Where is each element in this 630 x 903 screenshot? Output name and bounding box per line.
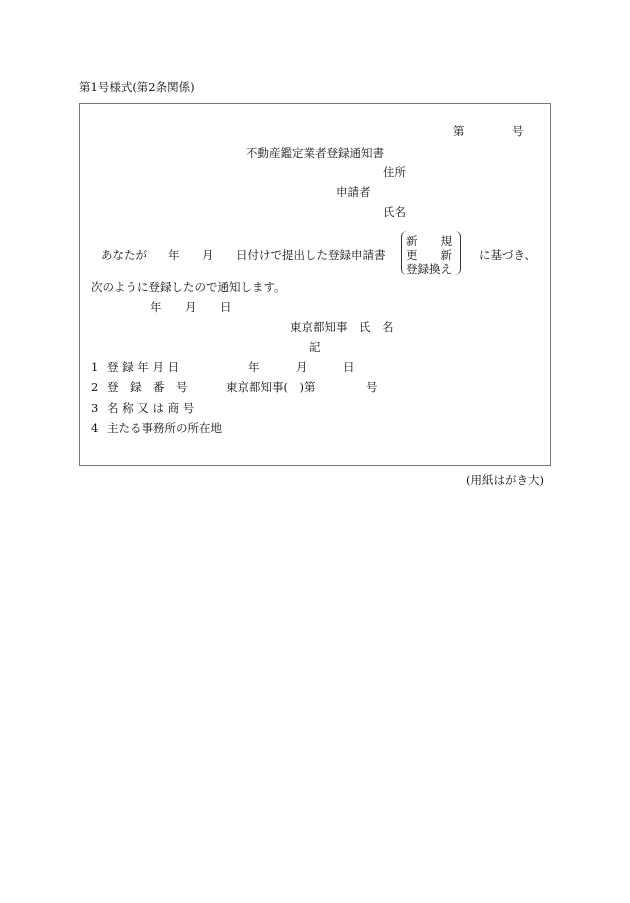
number-dai: 第 <box>453 124 465 138</box>
item-1-no: 1 <box>91 360 99 374</box>
body-year: 年 <box>168 248 180 262</box>
form-label: 第1号様式(第2条関係) <box>79 80 195 94</box>
issue-month: 月 <box>185 300 197 314</box>
item-2-label: 登 録 番 号 <box>107 380 188 394</box>
option-renew: 更 新 <box>406 248 452 262</box>
option-new: 新 規 <box>406 234 452 248</box>
item-1-day: 日 <box>343 360 355 374</box>
document-title: 不動産鑑定業者登録通知書 <box>246 146 384 160</box>
item-2-no: 2 <box>91 380 99 394</box>
body-date-suffix: 日付けで提出した登録申請書 <box>236 248 386 262</box>
item-4-no: 4 <box>91 421 99 435</box>
paper-note: (用紙はがき大) <box>466 473 544 487</box>
issuer: 東京都知事 氏 名 <box>290 320 394 334</box>
item-1-year: 年 <box>248 360 260 374</box>
body-based: に基づき、 <box>479 248 537 262</box>
item-2-go: 号 <box>366 380 378 394</box>
number-go: 号 <box>512 124 524 138</box>
item-2-value: 東京都知事( )第 <box>226 380 316 394</box>
issue-year: 年 <box>150 300 162 314</box>
item-1-month: 月 <box>296 360 308 374</box>
applicant-label: 申請者 <box>336 185 371 199</box>
item-3-label: 名 称 又 は 商 号 <box>107 401 195 415</box>
name-label: 氏名 <box>383 205 406 219</box>
body-month: 月 <box>202 248 214 262</box>
address-label: 住所 <box>383 165 406 179</box>
item-1-label: 登 録 年 月 日 <box>107 360 180 374</box>
body-anatagate: あなたが <box>101 248 147 262</box>
ki-label: 記 <box>309 340 321 354</box>
issue-day: 日 <box>220 300 232 314</box>
option-transfer: 登録換え <box>406 262 452 276</box>
body-line2: 次のように登録したので通知します。 <box>91 280 286 294</box>
item-4-label: 主たる事務所の所在地 <box>107 421 222 435</box>
item-3-no: 3 <box>91 401 99 415</box>
